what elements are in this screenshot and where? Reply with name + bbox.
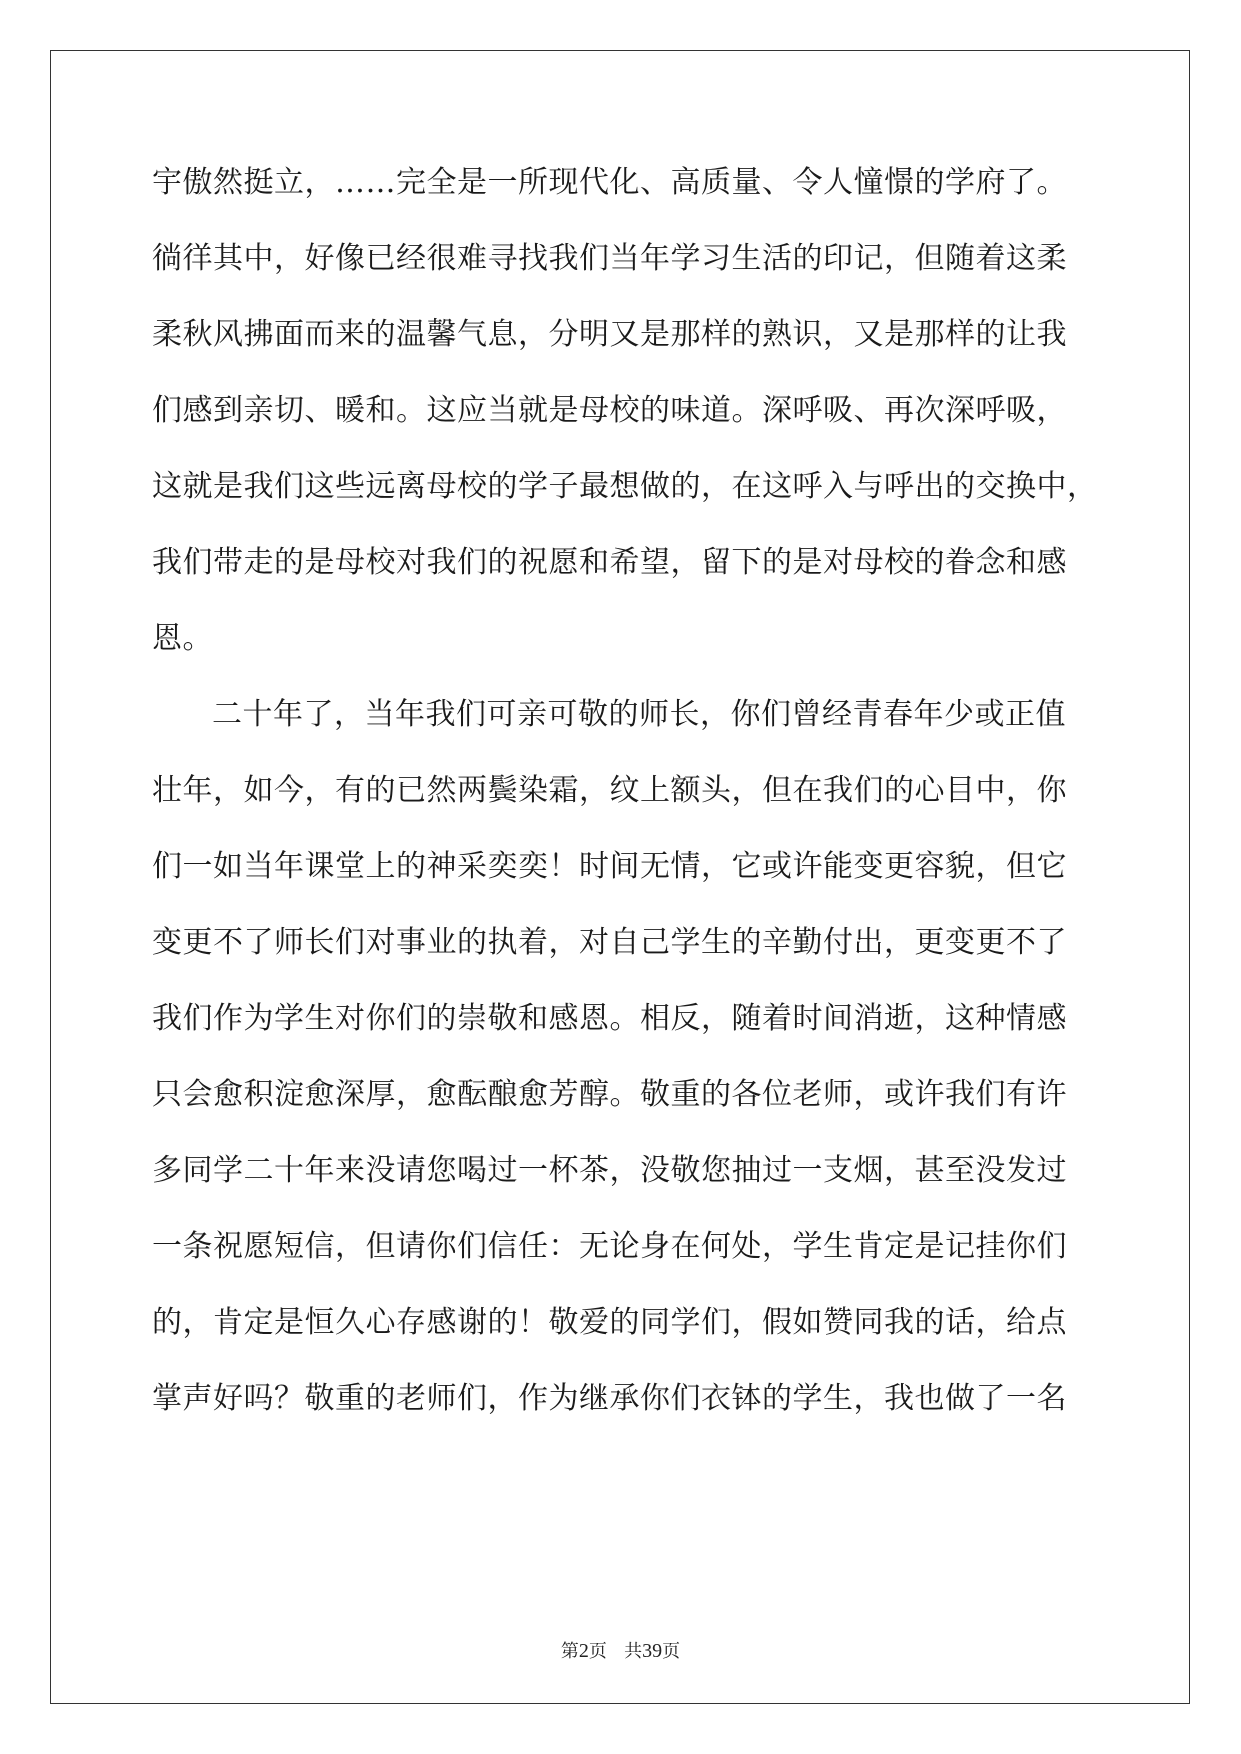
paragraph-start-line: 二十年了，当年我们可亲可敬的师长，你们曾经青春年少或正值 [212, 697, 1066, 732]
text-line: 这就是我们这些远离母校的学子最想做的，在这呼入与呼出的交换中， [152, 469, 1098, 504]
text-line: 宇傲然挺立，……完全是一所现代化、高质量、令人憧憬的学府了。 [152, 165, 1067, 200]
text-line: 恩。 [152, 621, 213, 656]
text-line: 们一如当年课堂上的神采奕奕！时间无情，它或许能变更容貌，但它 [152, 849, 1067, 884]
text-line: 多同学二十年来没请您喝过一杯茶，没敬您抽过一支烟，甚至没发过 [152, 1153, 1067, 1188]
footer-total-suffix: 页 [662, 1641, 681, 1662]
text-line: 们感到亲切、暖和。这应当就是母校的味道。深呼吸、再次深呼吸， [152, 393, 1067, 428]
text-line: 柔秋风拂面而来的温馨气息，分明又是那样的熟识，又是那样的让我 [152, 317, 1067, 352]
text-line: 变更不了师长们对事业的执着，对自己学生的辛勤付出，更变更不了 [152, 925, 1067, 960]
footer-page-word: 页 [588, 1641, 607, 1662]
page-number-footer [0, 1637, 1241, 1663]
text-line: 掌声好吗？敬重的老师们，作为继承你们衣钵的学生，我也做了一名 [152, 1381, 1067, 1416]
footer-total-prefix: 共 [624, 1641, 643, 1662]
text-line: 我们作为学生对你们的崇敬和感恩。相反，随着时间消逝，这种情感 [152, 1001, 1067, 1036]
text-line: 只会愈积淀愈深厚，愈酝酿愈芳醇。敬重的各位老师，或许我们有许 [152, 1077, 1067, 1112]
text-line: 一条祝愿短信，但请你们信任：无论身在何处，学生肯定是记挂你们 [152, 1229, 1067, 1264]
footer-prefix: 第 [560, 1641, 579, 1662]
current-page-number: 2 [578, 1640, 589, 1662]
total-pages-number: 39 [642, 1640, 663, 1662]
text-line: 的，肯定是恒久心存感谢的！敬爱的同学们，假如赞同我的话，给点 [152, 1305, 1067, 1340]
text-line: 我们带走的是母校对我们的祝愿和希望，留下的是对母校的眷念和感 [152, 545, 1067, 580]
text-line: 壮年，如今，有的已然两鬓染霜，纹上额头，但在我们的心目中，你 [152, 773, 1067, 808]
document-body [152, 158, 1098, 1450]
text-line: 徜徉其中，好像已经很难寻找我们当年学习生活的印记，但随着这柔 [152, 241, 1067, 276]
